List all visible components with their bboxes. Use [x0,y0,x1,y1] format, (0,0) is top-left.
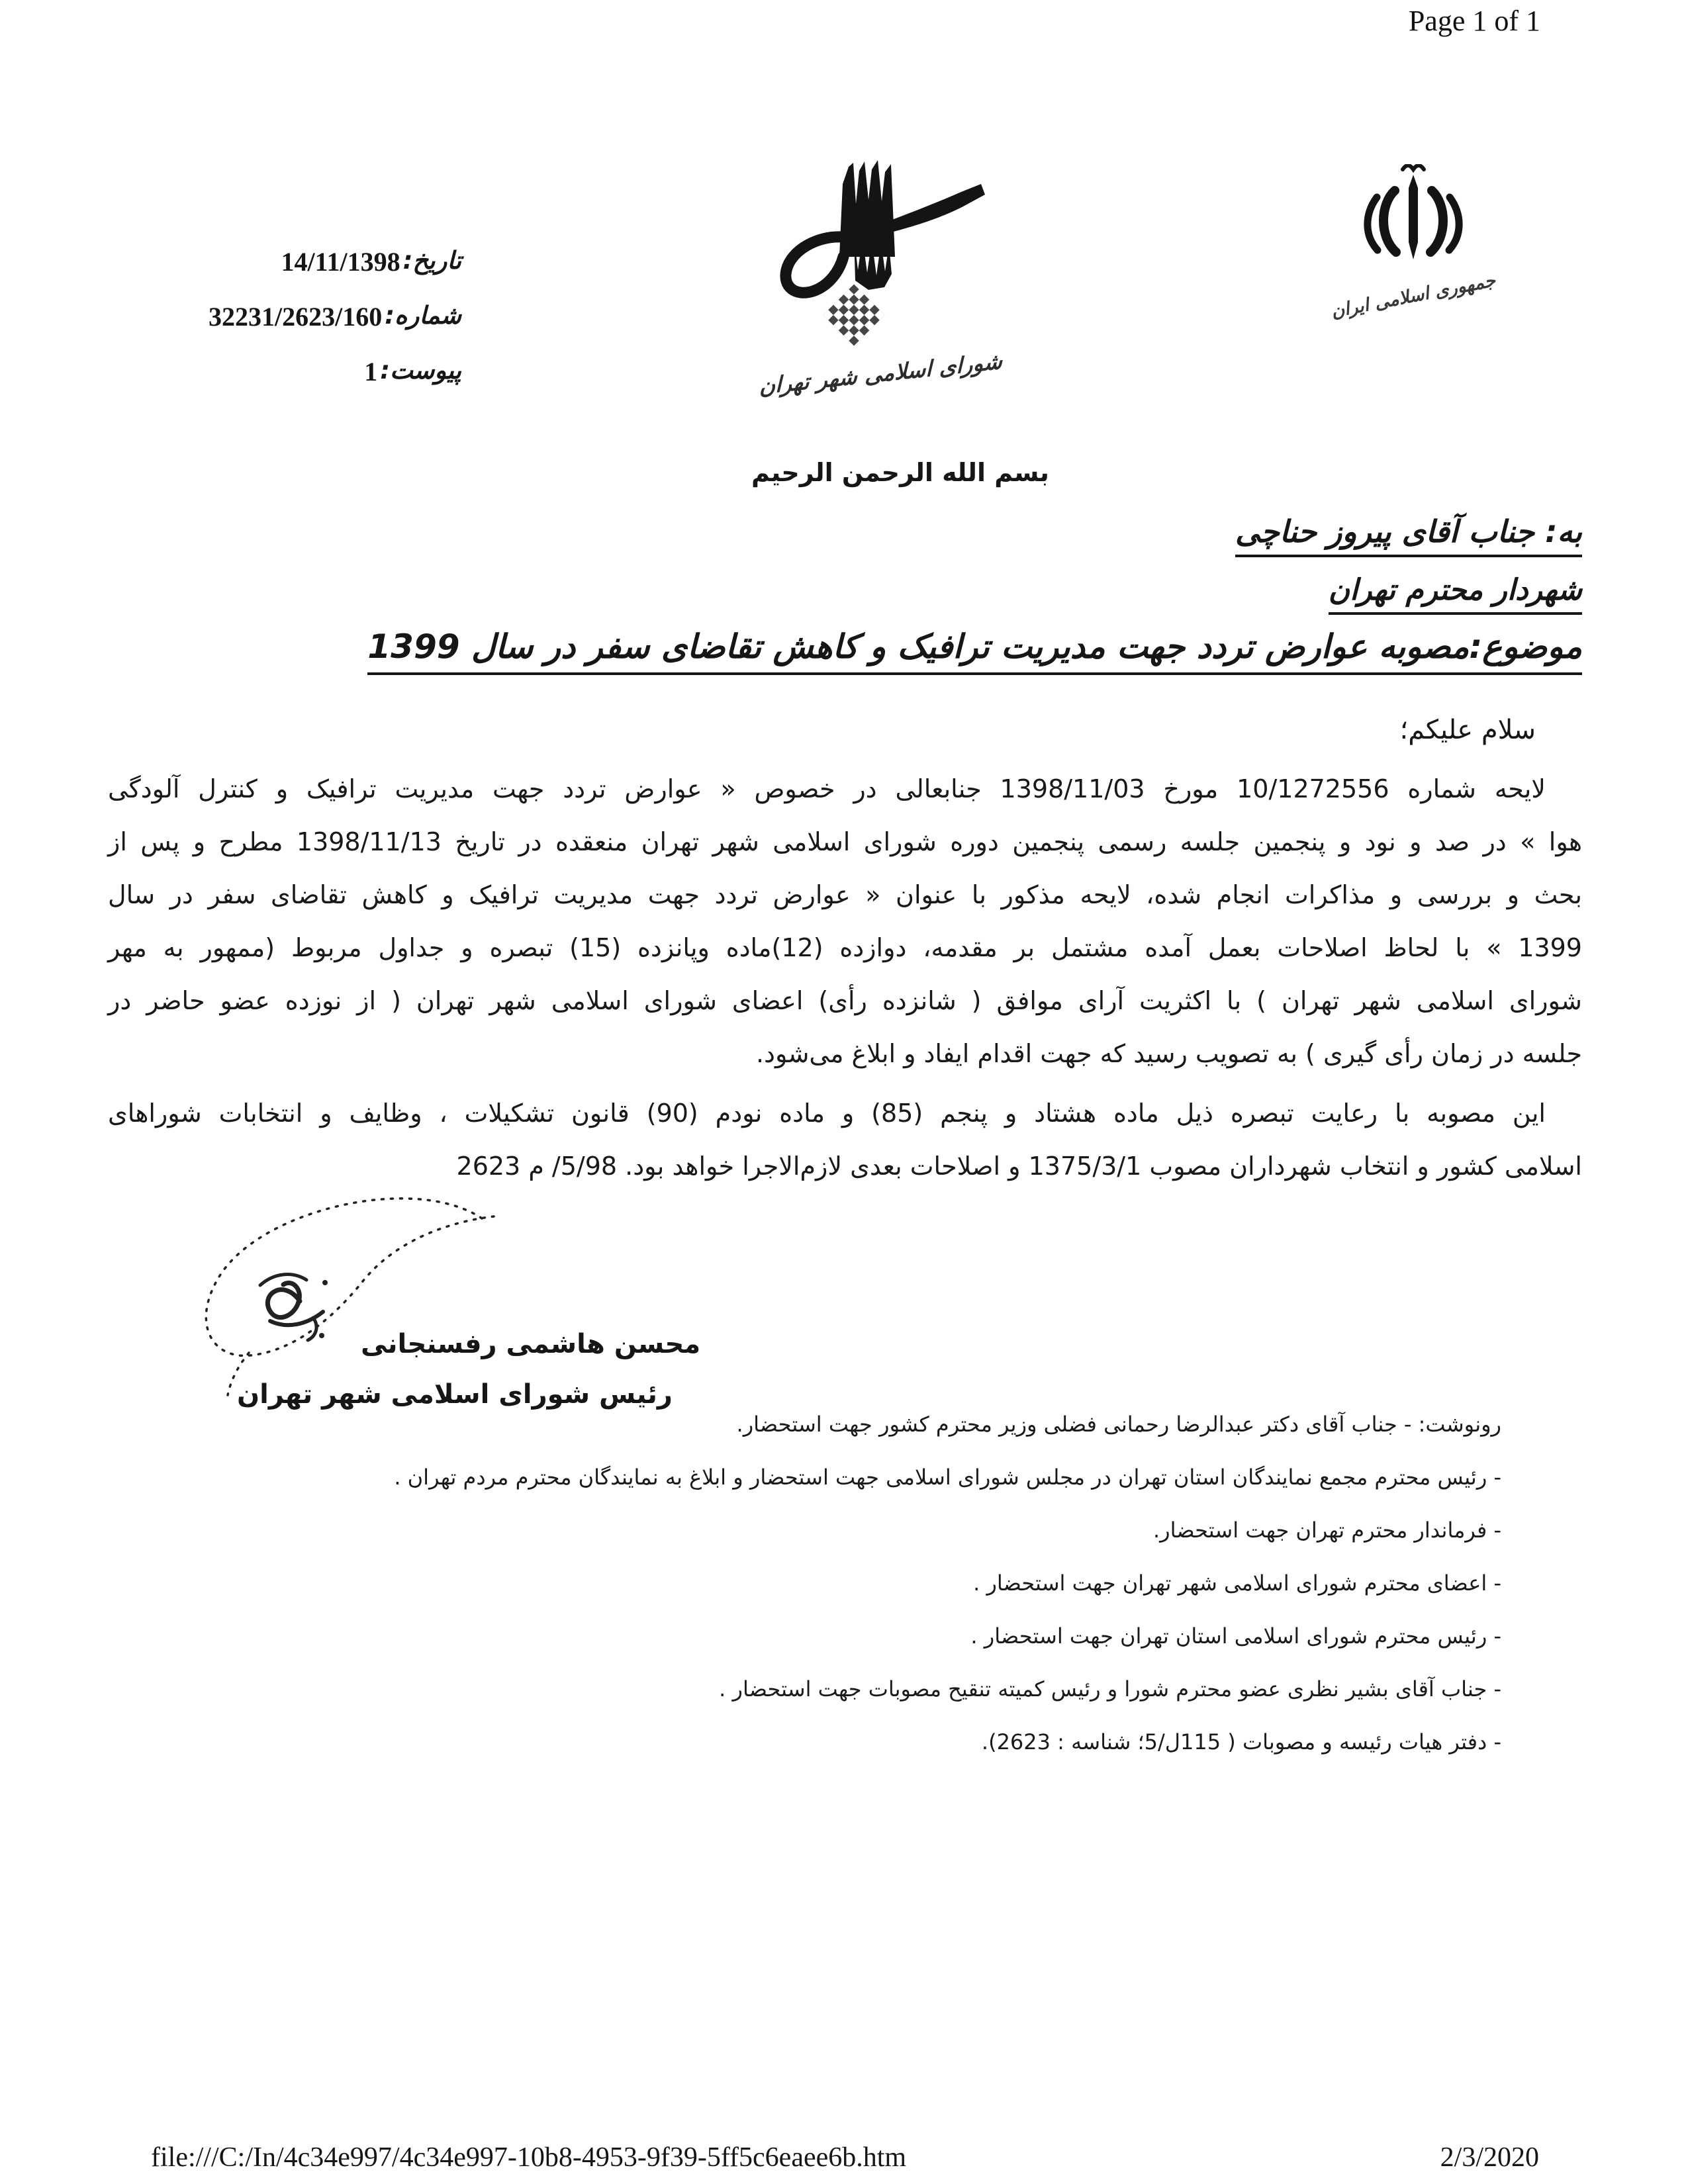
body-line: 1399 » با لحاظ اصلاحات بعمل آمده مشتمل بر مقدمه، دوازده (12)ماده وپانزده (15) تبصره و جداول مربوط (ممهور به مهر [108,933,1582,962]
body-paragraph-2 [108,1087,1582,1193]
date-value: 14/11/1398 [281,247,400,277]
cc-list [177,1398,1501,1768]
attachment-value: 1 [364,357,378,387]
cc-item: - فرماندار محترم تهران جهت استحضار. [1152,1518,1501,1543]
tehran-council-emblem-icon [755,158,1006,356]
print-footer-file-url: file:///C:/In/4c34e997/4c34e997-10b8-4953-9f39-5ff5c6eaee6b.htm [151,2142,907,2173]
iran-national-emblem-icon [1314,164,1513,280]
cc-item: - دفتر هیات رئیسه و مصوبات ( 115ل/5؛ شناسه : 2623). [981,1729,1501,1754]
subject-line: موضوع:مصوبه عوارض تردد جهت مدیریت ترافیک و کاهش تقاضای سفر در سال 1399 [367,627,1582,675]
body-line: بحث و بررسی و مذاکرات انجام شده، لایحه مذکور با عنوان « عوارض تردد جهت مدیریت ترافیک و کاهش تقاضای سفر در سال [108,880,1582,909]
body-line: شورای اسلامی شهر تهران ) با اکثریت آرای موافق ( شانزده رأی) اعضای شورای اسلامی شهر تهران ( از نوزده عضو حاضر در [108,986,1582,1015]
signer-title: رئیس شورای اسلامی شهر تهران [237,1379,673,1410]
meta-number-row [51,301,461,356]
council-logo-caption: شورای اسلامی شهر تهران [759,347,1002,400]
letterhead-meta [51,246,461,411]
cc-item: - جناب آقای بشیر نظری عضو محترم شورا و رئیس کمیته تنقیح مصوبات جهت استحضار . [719,1676,1501,1702]
body-line: اسلامی کشور و انتخاب شهرداران مصوب 1375/3/1 و اصلاحات بعدی لازم‌الاجرا خواهد بود. 5/98/ م 2623 [456,1152,1582,1181]
recipient-title-line: شهردار محترم تهران [1329,573,1582,615]
print-footer-date: 2/3/2020 [1440,2142,1539,2173]
number-value: 32231/2623/160 [209,302,383,332]
iran-emblem [1311,164,1516,322]
recipient-to-line: به: جناب آقای پیروز حناچی [1235,514,1582,557]
signer-name: محسن هاشمی رفسنجانی [361,1329,701,1359]
body-line: هوا » در صد و نود و پنجمین جلسه رسمی پنجمین دوره شورای اسلامی شهر تهران منعقده در تاریخ 1398/11/13 مطرح و پس از [108,827,1582,856]
number-label: شماره: [385,301,461,330]
attachment-label: پیوست: [380,356,461,385]
body-line: لایحه شماره 10/1272556 مورخ 1398/11/03 جنابعالی در خصوص « عوارض تردد جهت مدیریت ترافیک و کنترل آلودگی [108,774,1546,803]
greeting-line: سلام علیکم؛ [1399,715,1536,745]
council-logo [748,158,1013,400]
bismillah-line: بسم الله الرحمن الرحیم [751,458,1049,487]
meta-date-row [51,246,461,301]
body-paragraph-1 [108,762,1582,1080]
print-page-number: Page 1 of 1 [1408,5,1540,37]
iran-emblem-caption: جمهوری اسلامی ایران [1329,270,1497,322]
cc-item: - اعضای محترم شورای اسلامی شهر تهران جهت استحضار . [973,1570,1501,1596]
cc-item: - رئیس محترم مجمع نمایندگان استان تهران در مجلس شورای اسلامی جهت استحضار و ابلاغ به نمایندگان محترم مردم تهران . [394,1465,1501,1490]
body-line: جلسه در زمان رأی گیری ) به تصویب رسید که جهت اقدام ایفاد و ابلاغ می‌شود. [755,1039,1582,1068]
meta-attachment-row [51,356,461,411]
handwritten-signature-icon [164,1182,535,1400]
date-label: تاریخ: [402,246,461,275]
cc-item: رونوشت: - جناب آقای دکتر عبدالرضا رحمانی فضلی وزیر محترم کشور جهت استحضار. [736,1412,1501,1437]
cc-item: - رئیس محترم شورای اسلامی استان تهران جهت استحضار . [970,1623,1501,1649]
body-line: این مصوبه با رعایت تبصره ذیل ماده هشتاد و پنجم (85) و ماده نودم (90) قانون تشکیلات ، وظایف و انتخابات شوراهای [108,1099,1546,1128]
